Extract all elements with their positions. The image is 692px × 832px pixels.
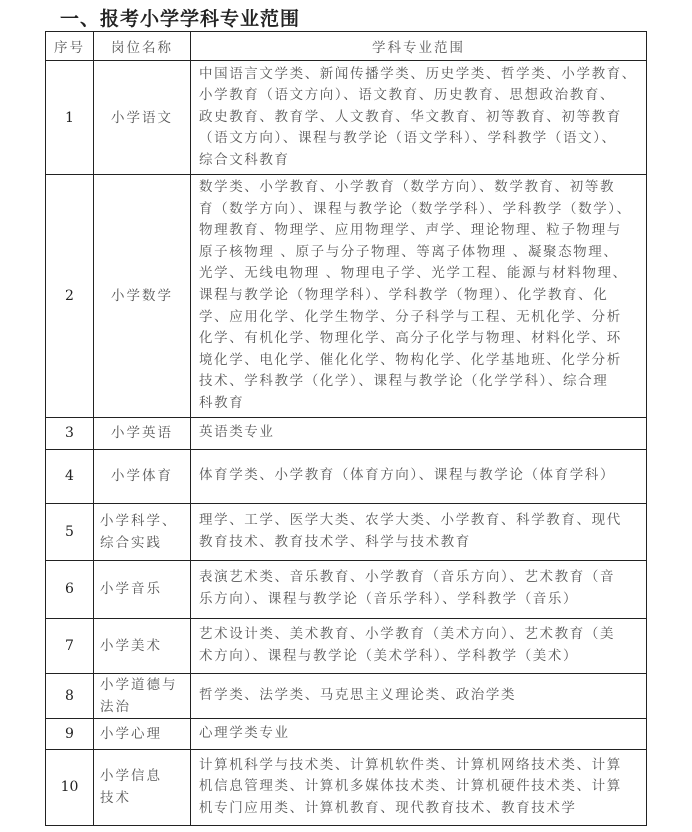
subject-scope-line: 教育技术、教育技术学、科学与技术教育 xyxy=(199,533,471,550)
position-name-line: 小学体育 xyxy=(111,468,173,485)
subject-scope-line: 机专门应用类、计算机教育、现代教育技术、教育技术学 xyxy=(199,799,577,816)
subject-scope-line: 学、应用化学、化学生物学、分子科学与工程、无机化学、分析 xyxy=(199,308,622,325)
position-name-line: 小学心理 xyxy=(100,725,162,742)
subject-scope-cell xyxy=(191,417,647,449)
subject-scope-line: 光学、无线电物理 、物理电子学、光学工程、能源与材料物理、 xyxy=(199,265,628,282)
position-name-cell xyxy=(94,718,191,749)
subject-scope-line: 术方向）、课程与教学论（美术学科）、学科教学（美术） xyxy=(199,647,579,664)
serial-number-cell: 4 xyxy=(46,449,94,503)
table-row xyxy=(46,673,647,718)
subject-scope-line: 中国语言文学类、新闻传播学类、历史学类、哲学类、小学教育、 xyxy=(199,65,637,82)
subject-scope-line: 心理学类专业 xyxy=(199,724,290,741)
table-row xyxy=(46,449,647,503)
position-name-line: 技术 xyxy=(100,790,131,807)
subject-scope-cell xyxy=(191,749,647,825)
position-name-line: 小学科学、 xyxy=(100,512,178,529)
subject-scope-line: 乐方向）、课程与教学论（音乐学科）、学科教学（音乐） xyxy=(199,591,579,608)
position-name-cell xyxy=(94,417,191,449)
position-name-cell xyxy=(94,449,191,503)
header-position-name: 岗位名称 xyxy=(94,32,191,61)
section-title: 一、报考小学学科专业范围 xyxy=(60,8,301,30)
subject-scope-line: 育（数学方向）、课程与教学论（数学学科）、学科教学（数学）、 xyxy=(199,200,632,217)
table-row xyxy=(46,503,647,560)
subject-scope-line: 计算机科学与技术类、计算机软件类、计算机网络技术类、计算 xyxy=(199,756,622,773)
subject-scope-line: 化学、有机化学、物理化学、高分子化学与物理、材料化学、环 xyxy=(199,330,622,347)
subject-scope-line: （语文方向）、课程与教学论（语文学科）、学科教学（语文）、 xyxy=(199,130,617,147)
position-name-cell xyxy=(94,503,191,560)
serial-number-cell: 2 xyxy=(46,175,94,418)
table-row xyxy=(46,175,647,418)
header-serial-number: 序号 xyxy=(46,32,94,61)
serial-number-cell: 9 xyxy=(46,718,94,749)
position-name-line: 小学英语 xyxy=(111,425,173,442)
position-name-cell xyxy=(94,61,191,175)
subject-scope-line: 境化学、电化学、催化化学、物构化学、化学基地班、化学分析 xyxy=(199,351,622,368)
subject-scope-cell xyxy=(191,673,647,718)
subject-scope-cell xyxy=(191,503,647,560)
subject-scope-cell xyxy=(191,718,647,749)
position-name-line: 小学美术 xyxy=(100,637,162,654)
subject-scope-line: 技术、学科教学（化学）、课程与教学论（化学学科）、综合理 xyxy=(199,373,609,390)
position-name-cell xyxy=(94,749,191,825)
subject-scope-line: 课程与教学论（物理学科）、学科教学（物理）、化学教育、化 xyxy=(199,286,609,303)
position-name-cell xyxy=(94,673,191,718)
position-name-line: 小学语文 xyxy=(111,109,173,126)
position-name-line: 小学道德与 xyxy=(100,676,178,693)
subject-scope-cell xyxy=(191,175,647,418)
serial-number-cell: 7 xyxy=(46,618,94,673)
position-name-cell xyxy=(94,175,191,418)
subject-scope-line: 物理教育、物理学、应用物理学、声学、理论物理、粒子物理与 xyxy=(199,222,622,239)
table-row xyxy=(46,749,647,825)
subject-scope-cell xyxy=(191,449,647,503)
subject-scope-line: 理学、工学、医学大类、农学大类、小学教育、科学教育、现代 xyxy=(199,511,622,528)
serial-number-cell: 5 xyxy=(46,503,94,560)
subject-scope-table xyxy=(45,31,647,826)
header-subject-scope: 学科专业范围 xyxy=(191,32,647,61)
subject-scope-line: 哲学类、法学类、马克思主义理论类、政治学类 xyxy=(199,686,517,703)
table-header-row xyxy=(46,32,647,61)
serial-number-cell: 10 xyxy=(46,749,94,825)
table-row xyxy=(46,718,647,749)
subject-scope-line: 政史教育、教育学、人文教育、华文教育、初等教育、初等教育 xyxy=(199,108,622,125)
subject-scope-line: 体育学类、小学教育（体育方向）、课程与教学论（体育学科） xyxy=(199,467,616,484)
subject-scope-line: 艺术设计类、美术教育、小学教育（美术方向）、艺术教育（美 xyxy=(199,625,616,642)
subject-scope-line: 数学类、小学教育、小学教育（数学方向）、数学教育、初等教 xyxy=(199,179,616,195)
subject-scope-line: 小学教育（语文方向）、语文教育、历史教育、思想政治教育、 xyxy=(199,87,616,104)
table-row xyxy=(46,618,647,673)
position-name-cell xyxy=(94,618,191,673)
table-row xyxy=(46,560,647,618)
serial-number-cell: 1 xyxy=(46,61,94,175)
table-row xyxy=(46,61,647,175)
position-name-line: 小学信息 xyxy=(100,768,162,785)
position-name-line: 综合实践 xyxy=(100,534,162,551)
position-name-line: 小学音乐 xyxy=(100,581,162,598)
position-name-line: 小学数学 xyxy=(111,287,173,304)
subject-scope-line: 机信息管理类、计算机多媒体技术类、计算机硬件技术类、计算 xyxy=(199,778,622,795)
subject-scope-cell xyxy=(191,61,647,175)
position-name-line: 法治 xyxy=(100,698,131,715)
subject-scope-cell xyxy=(191,618,647,673)
position-name-cell xyxy=(94,560,191,618)
serial-number-cell: 3 xyxy=(46,417,94,449)
subject-scope-line: 科教育 xyxy=(199,394,245,411)
serial-number-cell: 6 xyxy=(46,560,94,618)
subject-scope-line: 表演艺术类、音乐教育、小学教育（音乐方向）、艺术教育（音 xyxy=(199,569,616,586)
subject-scope-line: 综合文科教育 xyxy=(199,151,290,168)
table-row xyxy=(46,417,647,449)
serial-number-cell: 8 xyxy=(46,673,94,718)
subject-scope-line: 英语类专业 xyxy=(199,424,275,441)
subject-scope-cell xyxy=(191,560,647,618)
subject-scope-line: 原子核物理 、原子与分子物理、等离子体物理 、凝聚态物理、 xyxy=(199,243,619,260)
